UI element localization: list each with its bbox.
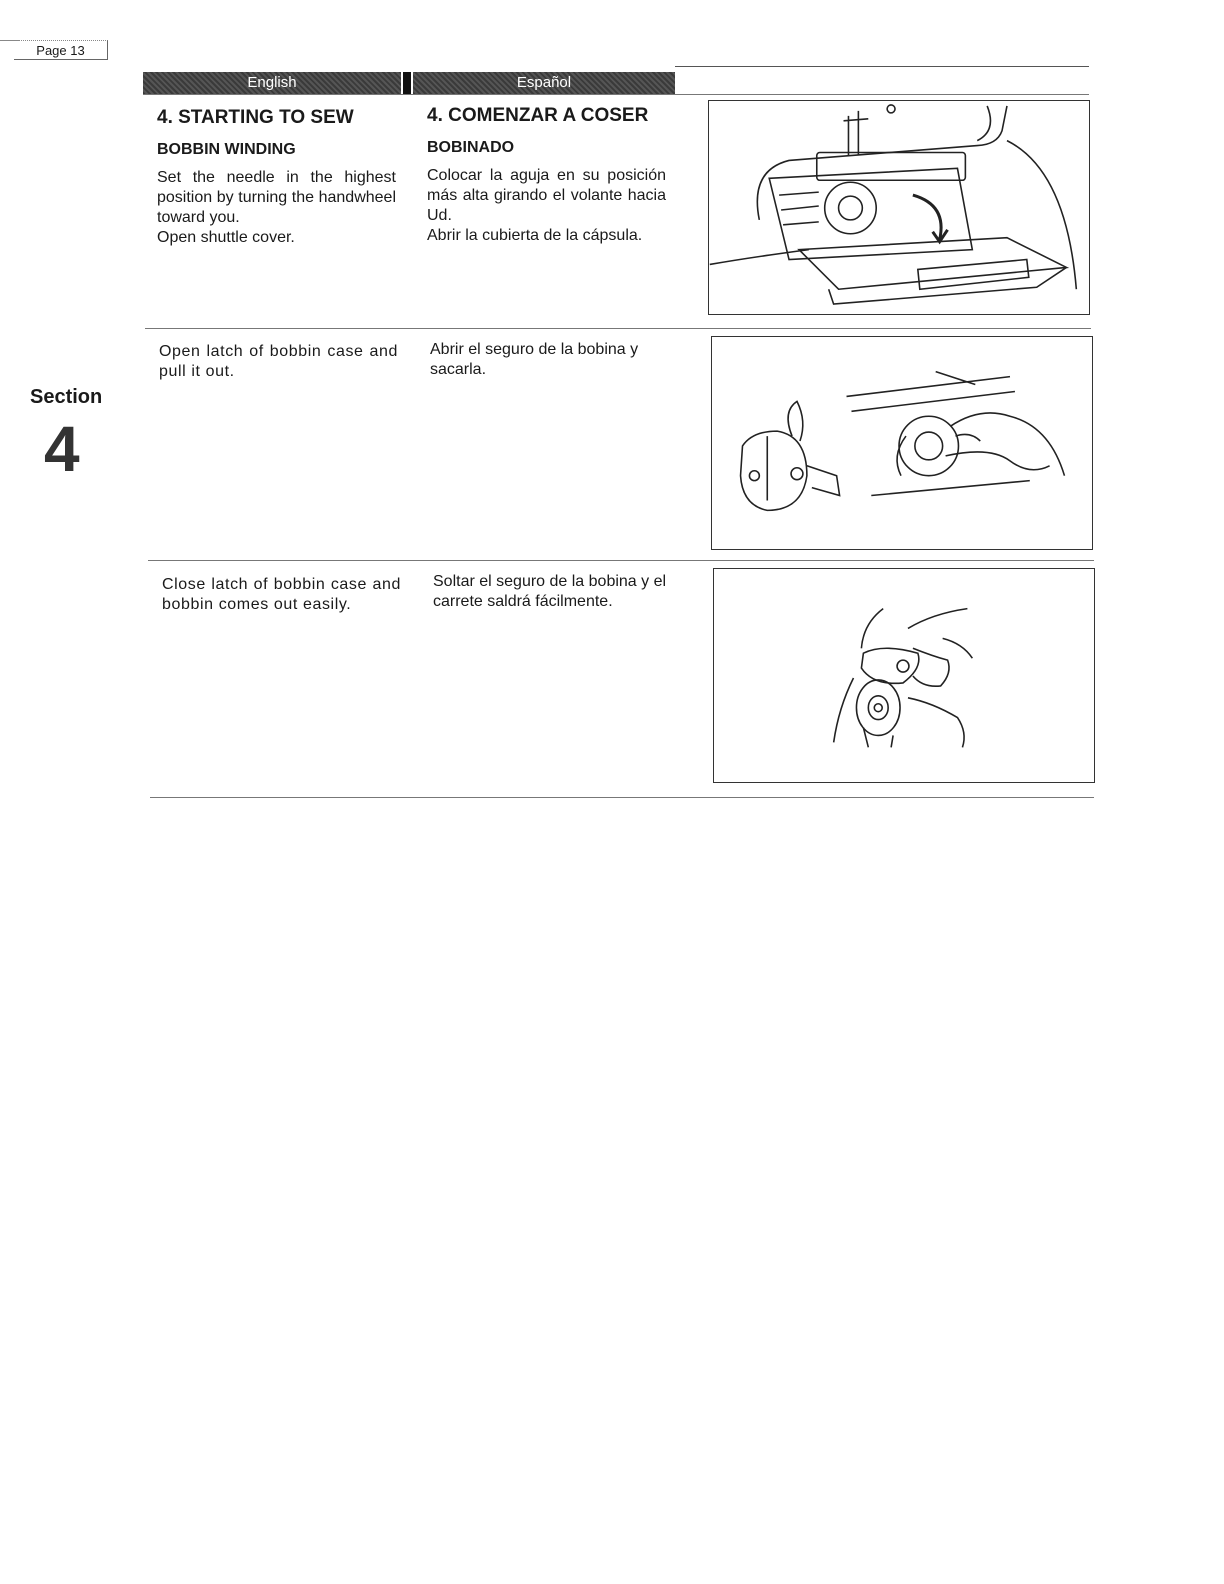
en-section-title: 4. STARTING TO SEW (157, 107, 354, 128)
header-underline (143, 94, 1089, 95)
es-step1-para1: Colocar la aguja en su posición más alta girando el volante hacia Ud. (427, 167, 666, 224)
header-rule (675, 66, 1089, 67)
en-step3-text: Close latch of bobbin case and bobbin comes out easily. (162, 576, 401, 613)
section-number: 4 (44, 413, 78, 485)
es-step2-text: Abrir el seguro de la bobina y sacarla. (430, 341, 639, 378)
english-header: English (143, 72, 401, 94)
es-step1-para2: Abrir la cubierta de la cápsula. (427, 227, 643, 244)
machine-shuttle-cover-illustration (708, 100, 1090, 315)
en-step1-text (157, 168, 396, 248)
page-label: Page 13 (14, 40, 108, 60)
divider-2 (148, 560, 1094, 561)
es-subtitle: BOBINADO (427, 139, 515, 156)
divider-3 (150, 797, 1094, 798)
en-step1-para1: Set the needle in the highest position by turning the handwheel toward you. (157, 169, 396, 226)
header-divider (401, 72, 413, 94)
en-step2-text: Open latch of bobbin case and pull it out. (159, 343, 398, 380)
en-step1-para2: Open shuttle cover. (157, 229, 295, 246)
divider-1 (145, 328, 1091, 329)
es-section-title: 4. COMENZAR A COSER (427, 105, 649, 126)
es-step1-text (427, 166, 666, 246)
section-label: Section (30, 386, 103, 408)
bobbin-removal-illustration (713, 568, 1095, 783)
es-step3-text: Soltar el seguro de la bobina y el carrete saldrá fácilmente. (433, 573, 667, 610)
en-subtitle: BOBBIN WINDING (157, 141, 296, 158)
bobbin-case-removal-illustration (711, 336, 1093, 550)
spanish-header: Español (413, 72, 675, 94)
